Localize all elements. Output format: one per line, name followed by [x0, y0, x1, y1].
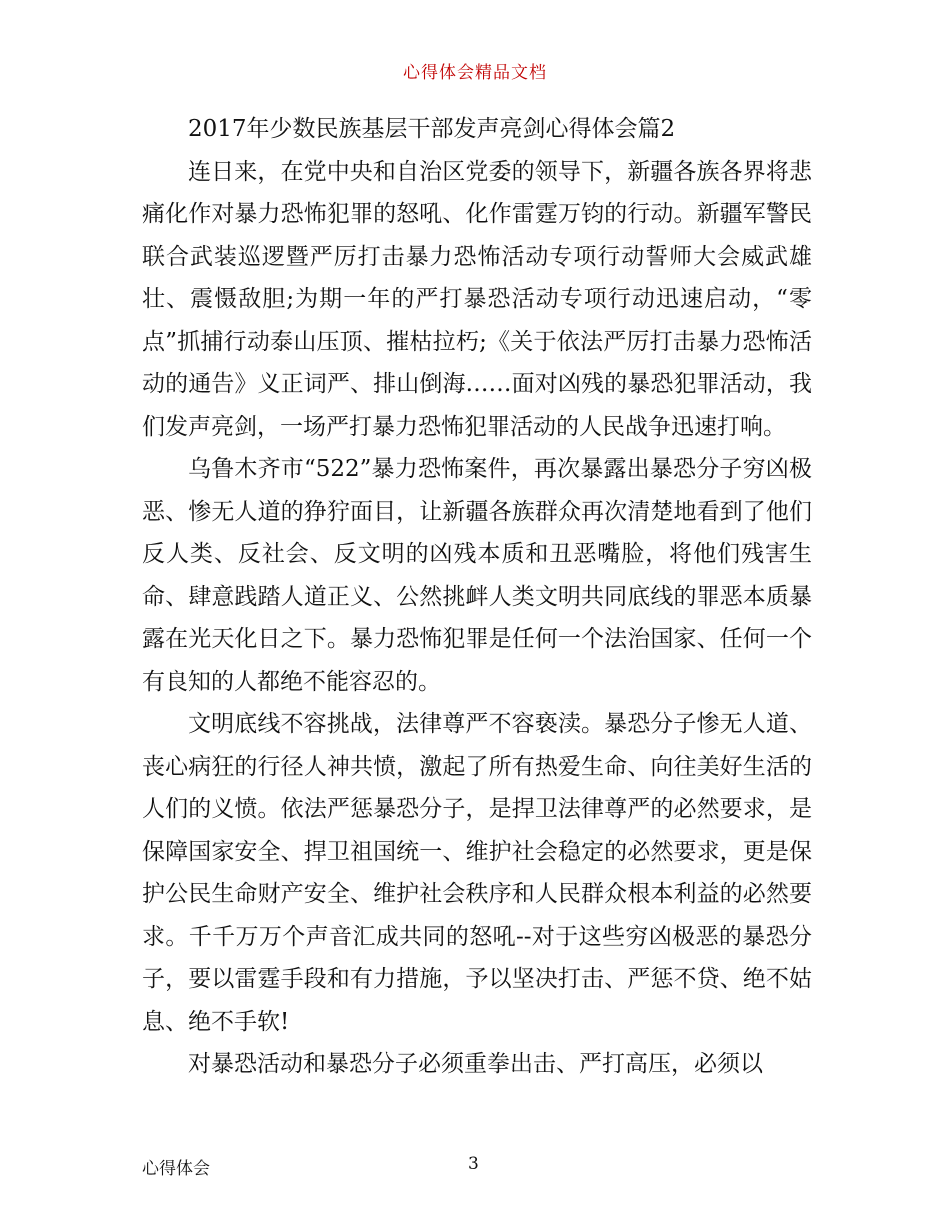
paragraph-4: 对暴恐活动和暴恐分子必须重拳出击、严打高压，必须以 — [188, 1051, 763, 1077]
page-number: 3 — [468, 1154, 479, 1174]
paragraph-3: 文明底线不容挑战，法律尊严不容亵渎。暴恐分子惨无人道、丧心病狂的行径人神共愤，激起了所有热爱生命、向往美好生活的人们的义愤。依法严惩暴恐分子，是捍卫法律尊严的必然要求，是保障国家安全、捍卫祖国统一、维护社会稳定的必然要求，更是保护公民生命财产安全、维护社会秩序和人民群众根本利益的必然要求。千千万万个声音汇成共同的怒吼--对于这些穷凶极恶的暴恐分子，要以雷霆手段和有力措施，予以坚决打击、严惩不贷、绝不姑息、绝不手软! — [142, 711, 812, 1035]
paragraph-1: 连日来，在党中央和自治区党委的领导下，新疆各族各界将悲痛化作对暴力恐怖犯罪的怒吼、化作雷霆万钧的行动。新疆军警民联合武装巡逻暨严厉打击暴力恐怖活动专项行动誓师大会威武雄壮、震慑敌胆;为期一年的严打暴恐活动专项行动迅速启动，“零点”抓捕行动泰山压顶、摧枯拉朽;《关于依法严厉打击暴力恐怖活动的通告》义正词严、排山倒海……面对凶残的暴恐犯罪活动，我们发声亮剑，一场严打暴力恐怖犯罪活动的人民战争迅速打响。 — [142, 158, 812, 440]
paragraph-2: 乌鲁木齐市“522”暴力恐怖案件，再次暴露出暴恐分子穷凶极恶、惨无人道的狰狞面目，让新疆各族群众再次清楚地看到了他们反人类、反社会、反文明的凶残本质和丑恶嘴脸，将他们残害生命、肆意践踏人道正义、公然挑衅人类文明共同底线的罪恶本质暴露在光天化日之下。暴力恐怖犯罪是任何一个法治国家、任何一个有良知的人都绝不能容忍的。 — [142, 456, 812, 695]
document-heading: 2017年少数民族基层干部发声亮剑心得体会篇2 — [188, 116, 676, 142]
document-header-title: 心得体会精品文档 — [403, 63, 547, 83]
document-body — [142, 108, 812, 1086]
footer-label: 心得体会 — [142, 1159, 210, 1179]
